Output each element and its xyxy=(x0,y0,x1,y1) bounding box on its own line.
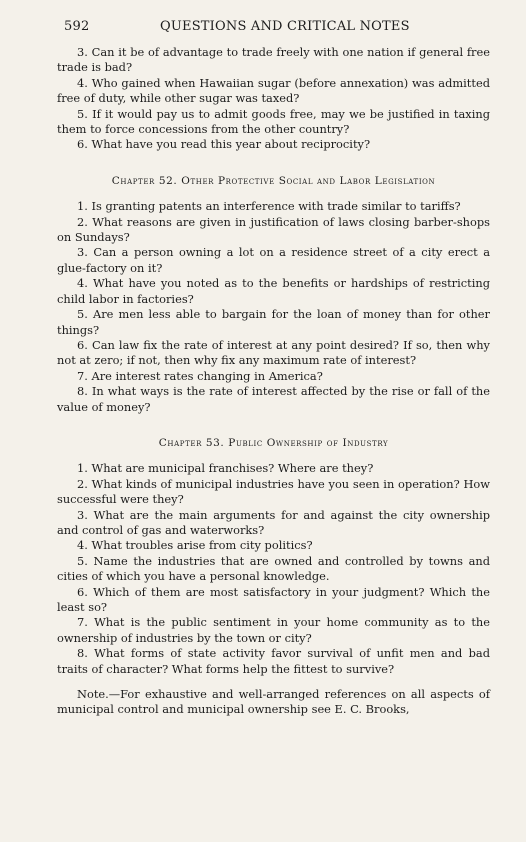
question: 2. What kinds of municipal industries have you seen in operation? How successful were they? xyxy=(57,476,490,507)
question: 8. In what ways is the rate of interest affected by the rise or fall of the value of money? xyxy=(57,384,490,414)
question: 5. Name the industries that are owned and controlled by towns and cities of which you have a personal knowledge. xyxy=(57,553,490,584)
question: 5. If it would pay us to admit goods free, may we be justified in taxing them to force concessions from the other country? xyxy=(57,106,490,137)
question: 1. What are municipal franchises? Where are they? xyxy=(77,461,374,476)
page-number: 592 xyxy=(64,19,90,34)
question: 4. What troubles arise from city politics? xyxy=(77,538,313,553)
question: 2. What reasons are given in justification of laws closing barber-shops on Sundays? xyxy=(57,214,490,245)
chapter-heading: Chapter 53. Public Ownership of Industry xyxy=(158,436,389,449)
question: 3. What are the main arguments for and against the city ownership and control of gas and waterworks? xyxy=(57,507,490,537)
page-header xyxy=(64,19,504,39)
question: 4. What have you noted as to the benefits or hardships of restricting child labor in factories? xyxy=(57,276,490,306)
question: 1. Is granting patents an interference with trade similar to tariffs? xyxy=(77,199,461,214)
footnote: Note.—For exhaustive and well-arranged references on all aspects of municipal control and municipal ownership see E. C. Brooks, xyxy=(57,687,490,717)
question: 8. What forms of state activity favor survival of unfit men and bad traits of character? What forms help the fittest to survive? xyxy=(57,646,490,676)
question: 7. Are interest rates changing in America? xyxy=(77,368,323,383)
page-body xyxy=(57,45,490,718)
running-title: QUESTIONS AND CRITICAL NOTES xyxy=(160,19,410,34)
question: 6. Which of them are most satisfactory in your judgment? Which the least so? xyxy=(57,584,490,614)
question: 4. Who gained when Hawaiian sugar (before annexation) was admitted free of duty, while other sugar was taxed? xyxy=(57,75,490,106)
question: 7. What is the public sentiment in your home community as to the ownership of industries by the town or city? xyxy=(57,615,490,645)
question: 3. Can it be of advantage to trade freely with one nation if general free trade is bad? xyxy=(57,45,490,75)
question: 5. Are men less able to bargain for the loan of money than for other things? xyxy=(57,307,490,337)
question: 6. Can law fix the rate of interest at any point desired? If so, then why not at zero; if not, then why fix any maximum rate of interest? xyxy=(57,337,490,368)
question: 3. Can a person owning a lot on a residence street of a city erect a glue-factory on it? xyxy=(57,245,490,275)
chapter-heading: Chapter 52. Other Protective Social and Labor Legislation xyxy=(111,174,436,187)
question: 6. What have you read this year about reciprocity? xyxy=(77,137,371,152)
